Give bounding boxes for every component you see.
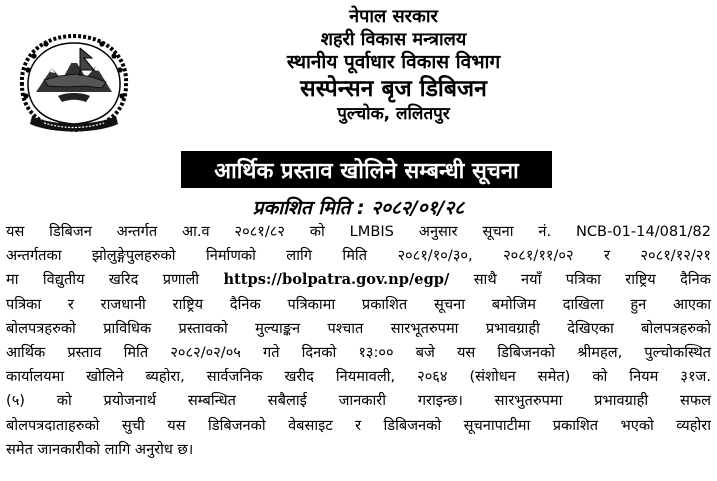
published-date: प्रकाशित मिति : २०८२/०१/२८ [252,197,465,219]
letterhead [150,6,637,125]
nepal-government-emblem [14,30,134,142]
notice-title: आर्थिक प्रस्ताव खोलिने सम्बन्धी सूचना [181,151,552,188]
body-line-part: साथै नयाँ पत्रिका राष्ट्रिय दैनिक [449,271,711,289]
body-line: आर्थिक प्रस्ताव मिति २०८२/०२/०५ गते दिनको १३:०० बजे यस डिबिजनको श्रीमहल, पुल्चोकस्थित [6,343,711,361]
division-name: सस्पेन्सन बृज डिबिजन [300,75,487,102]
egp-portal-link[interactable]: https://bolpatra.gov.np/egp/ [223,271,450,289]
body-line: कार्यालयमा खोलिने ब्यहोरा, सार्वजनिक खरीद नियमावली, २०६४ (संशोधन समेत) को नियम ३१ज. [6,368,711,386]
body-line: बोलपत्रदाताहरुको सुची यस डिबिजनको वेबसाइट र डिबिजनको सूचनापाटीमा प्रकाशित भएको व्यहोरा [6,416,711,434]
body-line: बोलपत्रहरुको प्राविधिक प्रस्तावको मुल्याङ्कन पश्चात सारभूतरुपमा प्रभावग्राही देखिएका बोलपत्रहरुको [6,319,711,337]
body-line: पत्रिका र राजधानी राष्ट्रिय दैनिक पत्रिकामा प्रकाशित सूचना बमोजिम दाखिला हुन आएका [6,295,711,313]
government-name: नेपाल सरकार [349,6,438,27]
body-line: समेत जानकारीको लागि अनुरोध छ। [6,440,194,458]
ministry-name: शहरी विकास मन्त्रालय [320,28,467,50]
body-line [6,268,711,292]
body-line: अन्तर्गतका झोलुङ्गेपुलहरुको निर्माणको लागि मिति २०८१/१०/३०, २०८१/११/०२ र २०८१/१२/२१ [6,247,711,265]
office-address: पुल्चोक, ललितपुर [337,103,450,124]
body-line-part: मा विद्युतीय खरिद प्रणाली [6,271,224,289]
body-line: (५) को प्रयोजनार्थ सम्बन्धित सबैलाई जानकारी गराइन्छ। सारभुतरुपमा प्रभावग्राही सफल [6,392,711,410]
department-name: स्थानीय पूर्वाधार विकास विभाग [286,51,501,73]
notice-body [6,220,711,462]
body-line: यस डिबिजन अन्तर्गत आ.व २०८१/८२ को LMBIS अनुसार सूचना नं. NCB-01-14/081/82 [6,223,711,240]
